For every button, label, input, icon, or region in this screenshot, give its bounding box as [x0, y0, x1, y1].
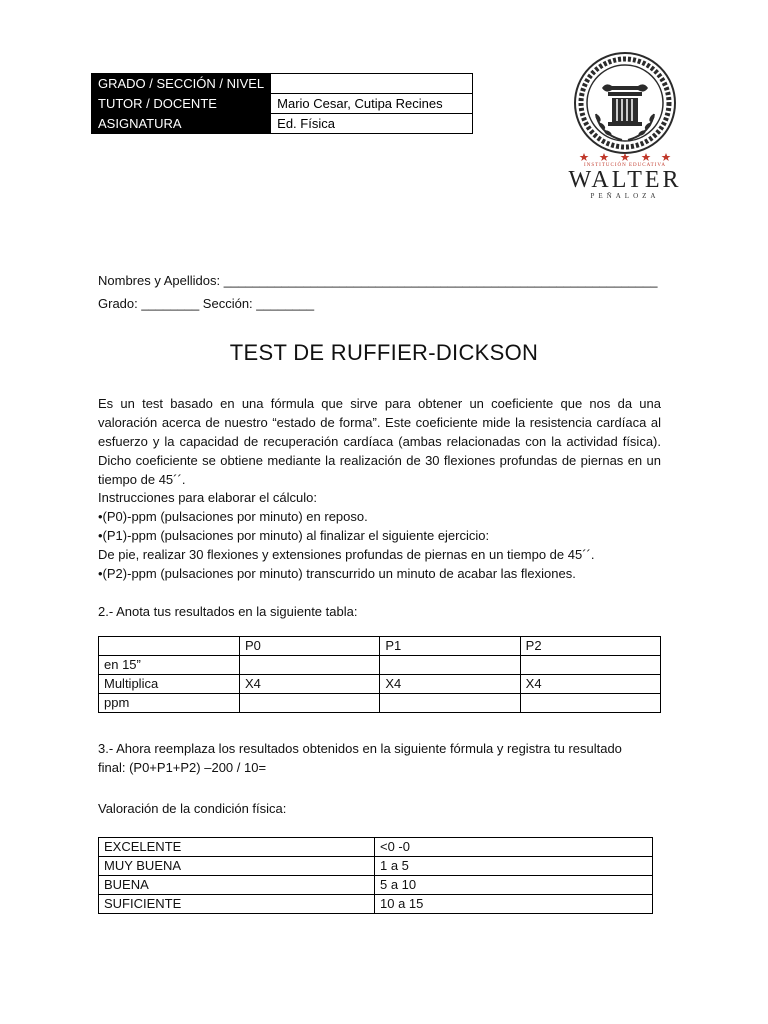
table-row — [99, 838, 653, 857]
header-info-table — [91, 73, 473, 134]
instruction-line: •(P0)-ppm (pulsaciones por minuto) en reposo. — [98, 509, 368, 524]
table-cell[interactable] — [240, 694, 380, 713]
row-label: ppm — [99, 694, 240, 713]
table-cell: X4 — [520, 675, 660, 694]
table-row — [99, 694, 661, 713]
table-row — [99, 857, 653, 876]
row-label: Multiplica — [99, 675, 240, 694]
header-row-tutor — [92, 94, 473, 114]
school-logo-text — [560, 163, 690, 200]
table-cell[interactable] — [520, 656, 660, 675]
header-label: TUTOR / DOCENTE — [92, 94, 271, 114]
results-header-row — [99, 637, 661, 656]
results-table — [98, 636, 661, 713]
rating-range: <0 -0 — [375, 838, 653, 857]
table-cell[interactable] — [240, 656, 380, 675]
row-label: en 15” — [99, 656, 240, 675]
header-label: GRADO / SECCIÓN / NIVEL — [92, 74, 271, 94]
header-value: Mario Cesar, Cutipa Recines — [271, 94, 473, 114]
header-row-asignatura — [92, 114, 473, 134]
logo-subtitle-top: INSTITUCIÓN EDUCATIVA — [584, 163, 666, 168]
step3-formula: final: (P0+P1+P2) –200 / 10= — [98, 760, 267, 775]
table-cell[interactable] — [520, 694, 660, 713]
table-cell[interactable] — [380, 694, 520, 713]
rating-label: SUFICIENTE — [99, 895, 375, 914]
rating-label: EXCELENTE — [99, 838, 375, 857]
header-value: Ed. Física — [271, 114, 473, 134]
logo-subtitle-bottom: PEÑALOZA — [590, 192, 660, 200]
rating-range: 5 a 10 — [375, 876, 653, 895]
logo-name: WALTER — [568, 167, 682, 193]
table-cell: X4 — [240, 675, 380, 694]
table-cell: X4 — [380, 675, 520, 694]
table-cell[interactable] — [380, 656, 520, 675]
valoracion-heading: Valoración de la condición física: — [98, 801, 287, 816]
table-row — [99, 895, 653, 914]
header-label: ASIGNATURA — [92, 114, 271, 134]
page-title: TEST DE RUFFIER-DICKSON — [229, 340, 539, 365]
table-header-cell: P1 — [380, 637, 520, 656]
table-header-cell: P2 — [520, 637, 660, 656]
rating-range: 10 a 15 — [375, 895, 653, 914]
instruction-line: De pie, realizar 30 flexiones y extensiones profundas de piernas en un tiempo de 45´´. — [98, 547, 595, 562]
header-value — [271, 74, 473, 94]
instructions-heading: Instrucciones para elaborar el cálculo: — [98, 490, 317, 505]
step2-heading: 2.- Anota tus resultados en la siguiente tabla: — [98, 604, 358, 619]
valoracion-table — [98, 837, 653, 914]
header-row-grado — [92, 74, 473, 94]
table-header-cell: P0 — [240, 637, 380, 656]
student-grade-line: Grado: ________ Sección: ________ — [98, 296, 315, 311]
step3-line1: 3.- Ahora reemplaza los resultados obtenidos en la siguiente fórmula y registra tu resultado — [98, 741, 622, 756]
table-row — [99, 876, 653, 895]
instruction-line: •(P1)-ppm (pulsaciones por minuto) al finalizar el siguiente ejercicio: — [98, 528, 490, 543]
student-name-line: Nombres y Apellidos: ____________________________________________________________ — [98, 273, 658, 288]
instruction-line: •(P2)-ppm (pulsaciones por minuto) transcurrido un minuto de acabar las flexiones. — [98, 566, 576, 581]
rating-label: MUY BUENA — [99, 857, 375, 876]
table-row — [99, 675, 661, 694]
intro-paragraph: Es un test basado en una fórmula que sirve para obtener un coeficiente que nos da una valoración acerca de nuestro “estado de forma”. Este coeficiente mide la resistencia cardíaca al esfuerzo y la capacidad de recuperación cardíaca (ambas relacionadas con la actividad física). Dicho coeficiente se obtiene mediante la realización de 30 flexiones profundas de piernas en un tiempo de 45´´. — [98, 396, 661, 487]
rating-range: 1 a 5 — [375, 857, 653, 876]
table-cell — [99, 637, 240, 656]
rating-label: BUENA — [99, 876, 375, 895]
table-row — [99, 656, 661, 675]
